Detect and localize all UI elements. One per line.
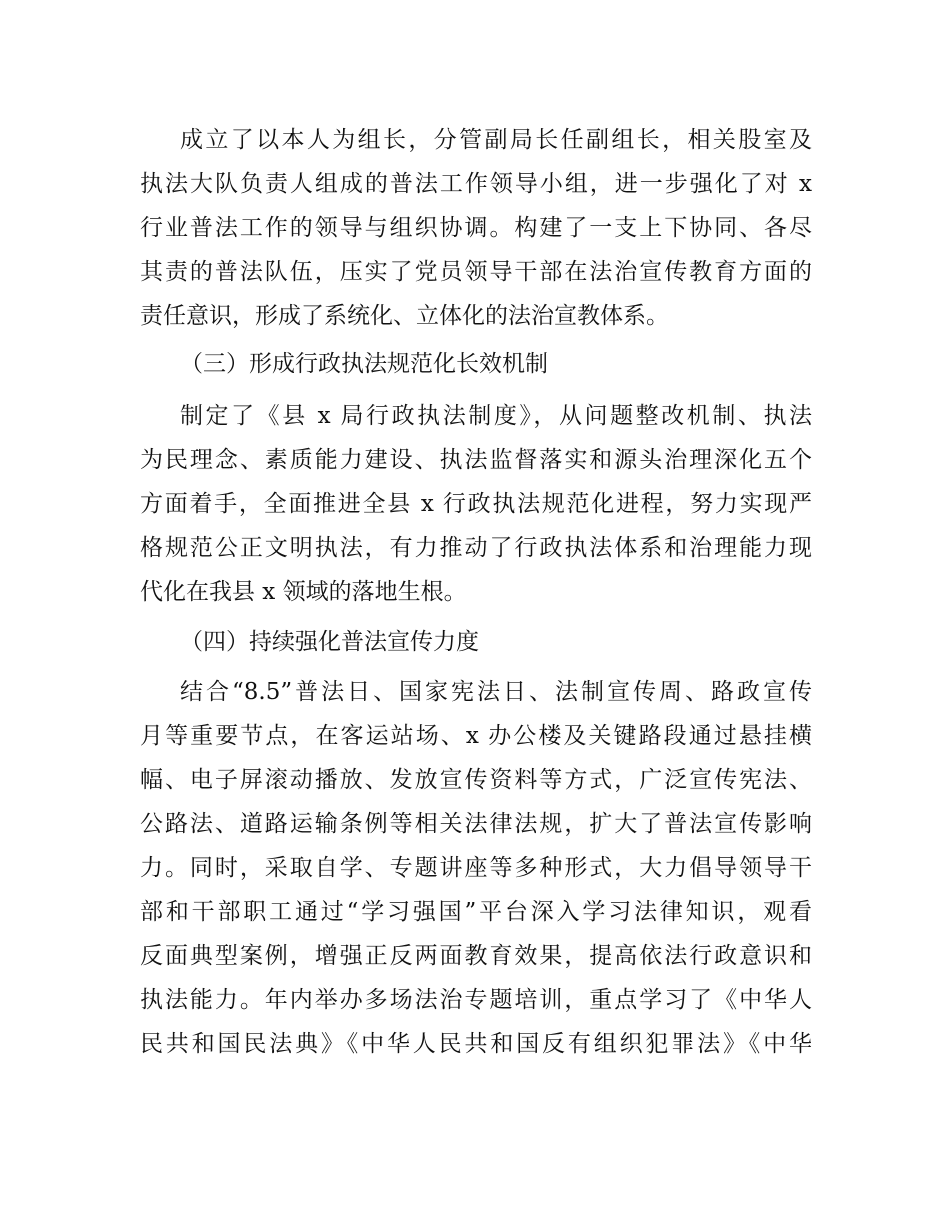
paragraph-line: 为民理念、素质能力建设、执法监督落实和源头治理深化五个 [140, 447, 812, 473]
paragraph-line: 结合“8.5”普法日、国家宪法日、法制宣传周、路政宣传 [180, 679, 812, 705]
section-heading: （三）形成行政执法规范化长效机制 [180, 351, 548, 377]
paragraph-line: 格规范公正文明执法，有力推动了行政执法体系和治理能力现 [140, 535, 812, 561]
paragraph-line: 民共和国民法典》《中华人民共和国反有组织犯罪法》《中华 [140, 1031, 812, 1057]
paragraph-line: 公路法、道路运输条例等相关法律法规，扩大了普法宣传影响 [140, 811, 812, 837]
paragraph-line: 行业普法工作的领导与组织协调。构建了一支上下协同、各尽 [140, 215, 812, 241]
paragraph-line: 反面典型案例，增强正反两面教育效果，提高依法行政意识和 [140, 943, 812, 969]
paragraph-line: 幅、电子屏滚动播放、发放宣传资料等方式，广泛宣传宪法、 [140, 767, 812, 793]
paragraph-line: 代化在我县 x 领域的落地生根。 [140, 579, 467, 605]
paragraph-line: 其责的普法队伍，压实了党员领导干部在法治宣传教育方面的 [140, 259, 812, 285]
paragraph-line: 成立了以本人为组长，分管副局长任副组长，相关股室及 [180, 127, 812, 153]
paragraph-line: 责任意识，形成了系统化、立体化的法治宣教体系。 [140, 303, 669, 329]
paragraph-line: 方面着手，全面推进全县 x 行政执法规范化进程，努力实现严 [140, 491, 812, 517]
paragraph-line: 执法大队负责人组成的普法工作领导小组，进一步强化了对 x [140, 171, 812, 197]
paragraph-line: 月等重要节点，在客运站场、x 办公楼及关键路段通过悬挂横 [140, 723, 812, 749]
paragraph-line: 部和干部职工通过“学习强国”平台深入学习法律知识，观看 [140, 899, 812, 925]
paragraph-line: 力。同时，采取自学、专题讲座等多种形式，大力倡导领导干 [140, 855, 812, 881]
paragraph-line: 执法能力。年内举办多场法治专题培训，重点学习了《中华人 [140, 987, 812, 1013]
section-heading: （四）持续强化普法宣传力度 [180, 629, 479, 655]
paragraph-line: 制定了《县 x 局行政执法制度》，从问题整改机制、执法 [180, 403, 812, 429]
